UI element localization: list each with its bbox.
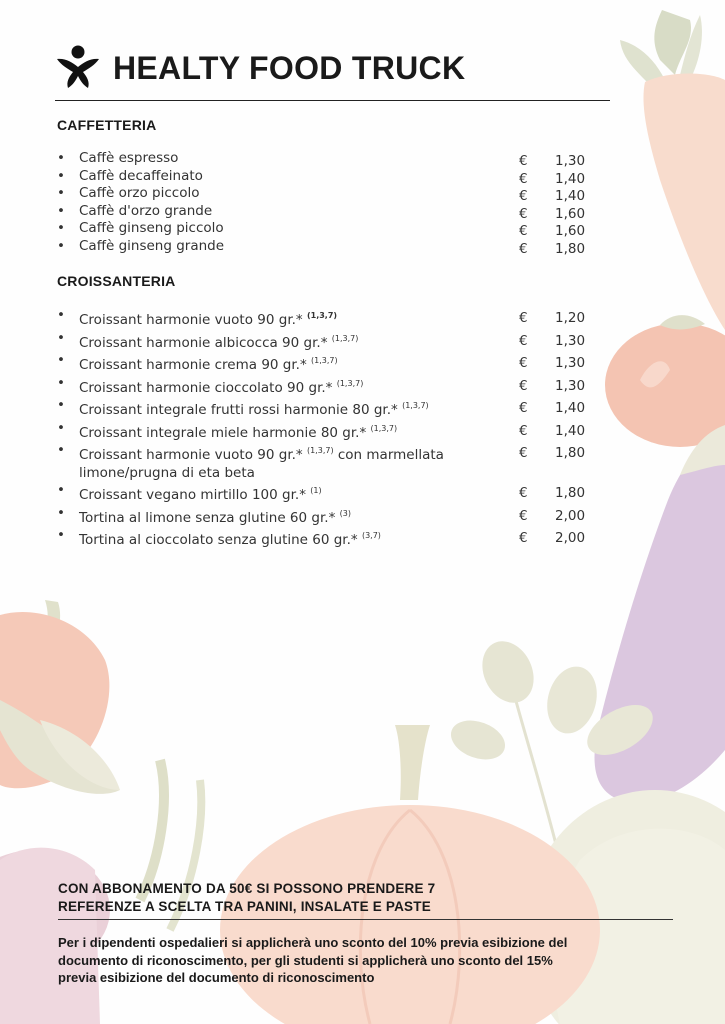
item-description: con marmellata limone/prugna di eta beta — [79, 447, 444, 481]
item-name: Caffè d'orzo grande — [79, 202, 213, 219]
item-name: Caffè orzo piccolo — [79, 185, 200, 201]
person-star-icon — [55, 45, 101, 89]
item-price: 1,30 — [555, 355, 586, 371]
item-name: Croissant harmonie vuoto 90 gr.* — [79, 312, 303, 328]
section-title-croissanteria: CROISSANTERIA — [57, 273, 176, 289]
list-item: • Tortina al cioccolato senza glutine 60 gr.* $^{(3,7)}$ € 2,00 — [57, 527, 586, 548]
item-price: 1,80 — [555, 445, 586, 461]
item-price: 2,00 — [555, 530, 586, 546]
list-item: • Croissant harmonie vuoto 90 gr.* $^{(1,3,7)}$ con marmellata limone/prugna di eta beta € 1,80 — [57, 442, 586, 481]
item-price: 1,40 — [555, 422, 586, 439]
list-item: • Croissant harmonie crema 90 gr.* $^{(1,3,7)}$ € 1,30 — [57, 352, 586, 373]
item-name: Croissant vegano mirtillo 100 gr.* — [79, 487, 306, 503]
croissanteria-list — [57, 307, 597, 550]
promo-line: REFERENZE A SCELTA TRA PANINI, INSALATE E PASTE — [58, 899, 431, 914]
list-item: • Caffè decaffeinato € 1,40 — [57, 167, 586, 187]
item-price: 1,40 — [555, 188, 586, 204]
item-price: 1,60 — [555, 205, 586, 222]
list-item: • Croissant integrale frutti rossi harmonie 80 gr.* $^{(1,3,7)}$ € 1,40 — [57, 397, 586, 418]
item-price: 1,20 — [555, 310, 586, 326]
item-price: 1,40 — [555, 400, 586, 416]
promo-line: CON ABBONAMENTO DA 50€ SI POSSONO PRENDERE 7 — [58, 881, 436, 896]
note-line: documento di riconoscimento, per gli studenti si applicherà uno sconto del 15% — [58, 952, 553, 968]
item-price: 1,30 — [555, 332, 586, 349]
item-name: Caffè espresso — [79, 150, 179, 166]
item-name: Croissant harmonie albicocca 90 gr.* — [79, 334, 328, 351]
item-name: Caffè ginseng piccolo — [79, 220, 224, 236]
list-item: • Caffè d'orzo grande € 1,60 — [57, 202, 586, 222]
page-title: HEALTY FOOD TRUCK — [113, 50, 466, 86]
currency-symbol: € — [519, 485, 528, 501]
item-name: Croissant harmonie cioccolato 90 gr.* — [79, 379, 333, 396]
allergen-codes: (1,3,7) — [331, 333, 359, 343]
list-item: • Caffè ginseng grande € 1,80 — [57, 237, 586, 257]
item-price: 1,80 — [555, 240, 586, 257]
item-price: 1,30 — [555, 153, 586, 169]
item-price: 1,60 — [555, 223, 586, 239]
discount-note — [58, 934, 683, 987]
currency-symbol: € — [519, 400, 528, 416]
item-price: 1,40 — [555, 170, 586, 187]
currency-symbol: € — [519, 188, 528, 204]
item-name: Croissant harmonie crema 90 gr.* — [79, 357, 307, 373]
item-name: Caffè decaffeinato — [79, 167, 203, 184]
allergen-codes: (1) — [310, 486, 322, 495]
currency-symbol: € — [519, 507, 528, 524]
currency-symbol: € — [519, 310, 528, 326]
list-item: • Caffè ginseng piccolo € 1,60 — [57, 220, 586, 239]
allergen-codes: (3,7) — [361, 531, 381, 540]
subscription-promo — [58, 880, 673, 916]
allergen-codes: (1,3,7) — [336, 378, 364, 388]
currency-symbol: € — [519, 205, 528, 222]
list-item: • Croissant vegano mirtillo 100 gr.* $^{(1)}$ € 1,80 — [57, 482, 586, 503]
list-item: • Croissant harmonie albicocca 90 gr.* $^{(1,3,7)}$ € 1,30 — [57, 329, 586, 351]
note-line: Per i dipendenti ospedalieri si applicherà uno sconto del 10% previa esibizione del — [58, 935, 568, 950]
item-name: Croissant integrale frutti rossi harmonie 80 gr.* — [79, 402, 398, 418]
currency-symbol: € — [519, 530, 528, 546]
divider — [58, 919, 673, 920]
currency-symbol: € — [519, 445, 528, 461]
item-price: 1,80 — [555, 485, 586, 501]
currency-symbol: € — [519, 240, 528, 257]
caffetteria-list — [57, 150, 597, 255]
currency-symbol: € — [519, 153, 528, 169]
list-item: • Caffè orzo piccolo € 1,40 — [57, 185, 586, 204]
list-item: • Caffè espresso € 1,30 — [57, 150, 586, 169]
allergen-codes: (1,3,7) — [370, 423, 398, 433]
allergen-codes: (3) — [339, 508, 351, 518]
list-item: • Croissant harmonie cioccolato 90 gr.* $^{(1,3,7)}$ € 1,30 — [57, 374, 586, 396]
item-name: Caffè ginseng grande — [79, 237, 225, 254]
note-line: previa esibizione del documento di riconoscimento — [58, 970, 375, 985]
item-name: Croissant harmonie vuoto 90 gr.* — [79, 447, 303, 463]
currency-symbol: € — [519, 223, 528, 239]
allergen-codes: (1,3,7) — [402, 401, 429, 410]
item-price: 1,30 — [555, 377, 586, 394]
currency-symbol: € — [519, 170, 528, 187]
list-item: • Tortina al limone senza glutine 60 gr.* $^{(3)}$ € 2,00 — [57, 504, 586, 526]
list-item: • Croissant integrale miele harmonie 80 gr.* $^{(1,3,7)}$ € 1,40 — [57, 419, 586, 441]
menu-header — [55, 42, 610, 101]
item-name: Tortina al cioccolato senza glutine 60 gr.* — [79, 532, 358, 548]
item-name: Tortina al limone senza glutine 60 gr.* — [79, 509, 336, 526]
allergen-codes: (1,3,7) — [306, 311, 338, 320]
list-item: • Croissant harmonie vuoto 90 gr.* $^{(1,3,7)}$ € 1,20 — [57, 307, 586, 328]
currency-symbol: € — [519, 355, 528, 371]
section-title-caffetteria: CAFFETTERIA — [57, 117, 157, 133]
item-name: Croissant integrale miele harmonie 80 gr.* — [79, 424, 367, 441]
currency-symbol: € — [519, 332, 528, 349]
allergen-codes: (1,3,7) — [306, 446, 334, 455]
currency-symbol: € — [519, 377, 528, 394]
item-price: 2,00 — [555, 507, 586, 524]
currency-symbol: € — [519, 422, 528, 439]
allergen-codes: (1,3,7) — [311, 356, 338, 365]
